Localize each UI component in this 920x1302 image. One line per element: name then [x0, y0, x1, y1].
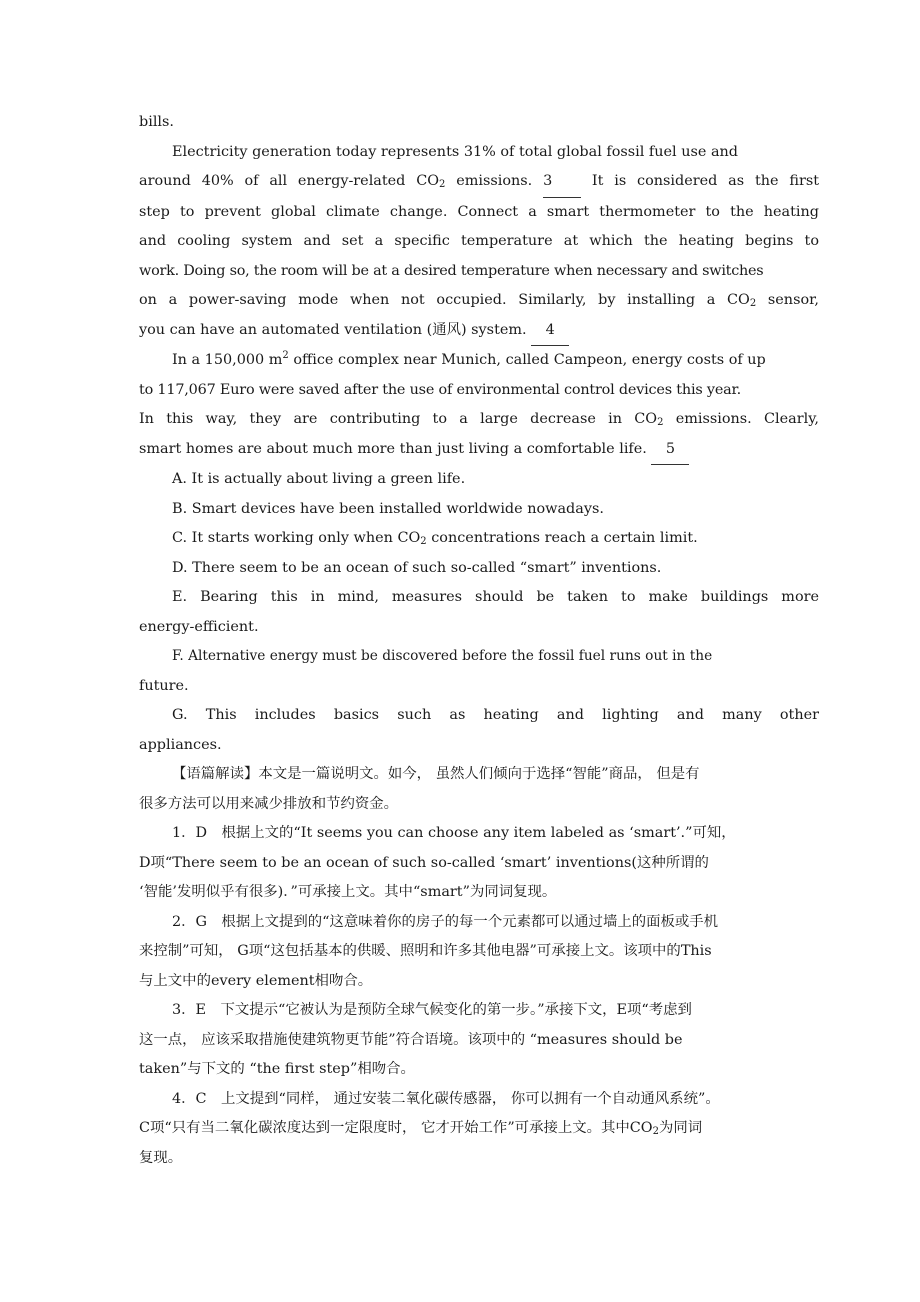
option-e-cont: energy-efficient.: [139, 618, 259, 635]
option-f: F. Alternative energy must be discovered before the fossil fuel runs out in the: [172, 648, 713, 664]
passage-line: In a 150,000 $m^2$ office complex near Munich, called Campeon, energy costs of up: [172, 350, 766, 368]
answer-blank-4: 4: [531, 316, 569, 347]
answer-3: 3．E 下文提示“它被认为是预防全球气候变化的第一步。”承接下文，E项“考虑到: [172, 1002, 692, 1018]
answer-1-cont: D项“There seem to be an ocean of such so-called ‘smart’ inventions(这种所谓的: [139, 854, 709, 871]
answer-blank-5: 5: [651, 435, 689, 466]
passage-line: on a power-saving mode when not occupied. Similarly, by installing a $CO_2$ sensor,: [139, 292, 819, 309]
passage-line: to 117,067 Euro were saved after the use of environmental control devices this year.: [139, 381, 742, 398]
answer-blank-3: 3: [543, 167, 581, 198]
answer-2-cont: 与上文中的every element相吻合。: [139, 972, 373, 989]
passage-line: around 40% of all energy-related $CO_2$ emissions. 3 It is considered as the first: [139, 167, 819, 198]
option-g-cont: appliances.: [139, 736, 222, 753]
passage-line: work. Doing so, the room will be at a desired temperature when necessary and switches: [139, 262, 764, 279]
passage-line: In this way, they are contributing to a large decrease in $CO_2$ emissions. Clearly,: [139, 411, 819, 428]
option-c: C. It starts working only when $CO_2$ concentrations reach a certain limit.: [172, 530, 698, 547]
option-g: G. This includes basics such as heating and lighting and many other: [172, 707, 819, 723]
answer-4: 4．C 上文提到“同样， 通过安装二氧化碳传感器， 你可以拥有一个自动通风系统”。: [172, 1090, 720, 1107]
answer-3-cont: taken”与下文的 “the first step”相吻合。: [139, 1061, 415, 1077]
passage-line: smart homes are about much more than just living a comfortable life. 5: [139, 435, 819, 466]
answer-2: 2．G 根据上文提到的“这意味着你的房子的每一个元素都可以通过墙上的面板或手机: [172, 913, 719, 930]
analysis-title: 【语篇解读】: [172, 766, 259, 782]
option-b: B. Smart devices have been installed worldwide nowadays.: [172, 500, 604, 517]
option-f-cont: future.: [139, 677, 189, 694]
answer-4-cont: C项“只有当二氧化碳浓度达到一定限度时， 它才开始工作”可承接上文。其中$CO_2$为同词: [139, 1120, 703, 1137]
passage-line: step to prevent global climate change. Connect a smart thermometer to the heating: [139, 203, 819, 220]
analysis-line: 很多方法可以用来减少排放和节约资金。: [139, 795, 399, 812]
analysis-intro: 【语篇解读】本文是一篇说明文。如今， 虽然人们倾向于选择“智能”商品， 但是有: [172, 766, 700, 782]
option-e: E. Bearing this in mind, measures should be taken to make buildings more: [172, 589, 819, 605]
answer-1: 1．D 根据上文的“It seems you can choose any item labeled as ‘smart’.”可知，: [172, 825, 736, 841]
passage-line: and cooling system and set a specific temperature at which the heating begins to: [139, 233, 819, 249]
passage-line: Electricity generation today represents 31% of total global fossil fuel use and: [172, 143, 739, 160]
option-a: A. It is actually about living a green life.: [172, 471, 466, 487]
document-page: [139, 108, 819, 1173]
answer-1-cont: ‘智能’发明似乎有很多)．”可承接上文。其中“smart”为同词复现。: [139, 884, 557, 900]
option-d: D. There seem to be an ocean of such so-called “smart” inventions.: [172, 559, 662, 576]
answer-2-cont: 来控制”可知， G项“这包括基本的供暖、照明和许多其他电器”可承接上文。该项中的This: [139, 943, 712, 959]
passage-line: bills.: [139, 114, 174, 130]
answer-4-cont: 复现。: [139, 1149, 183, 1166]
passage-line: you can have an automated ventilation (通风) system. 4: [139, 316, 819, 347]
answer-3-cont: 这一点， 应该采取措施使建筑物更节能”符合语境。该项中的 “measures should be: [139, 1031, 683, 1048]
